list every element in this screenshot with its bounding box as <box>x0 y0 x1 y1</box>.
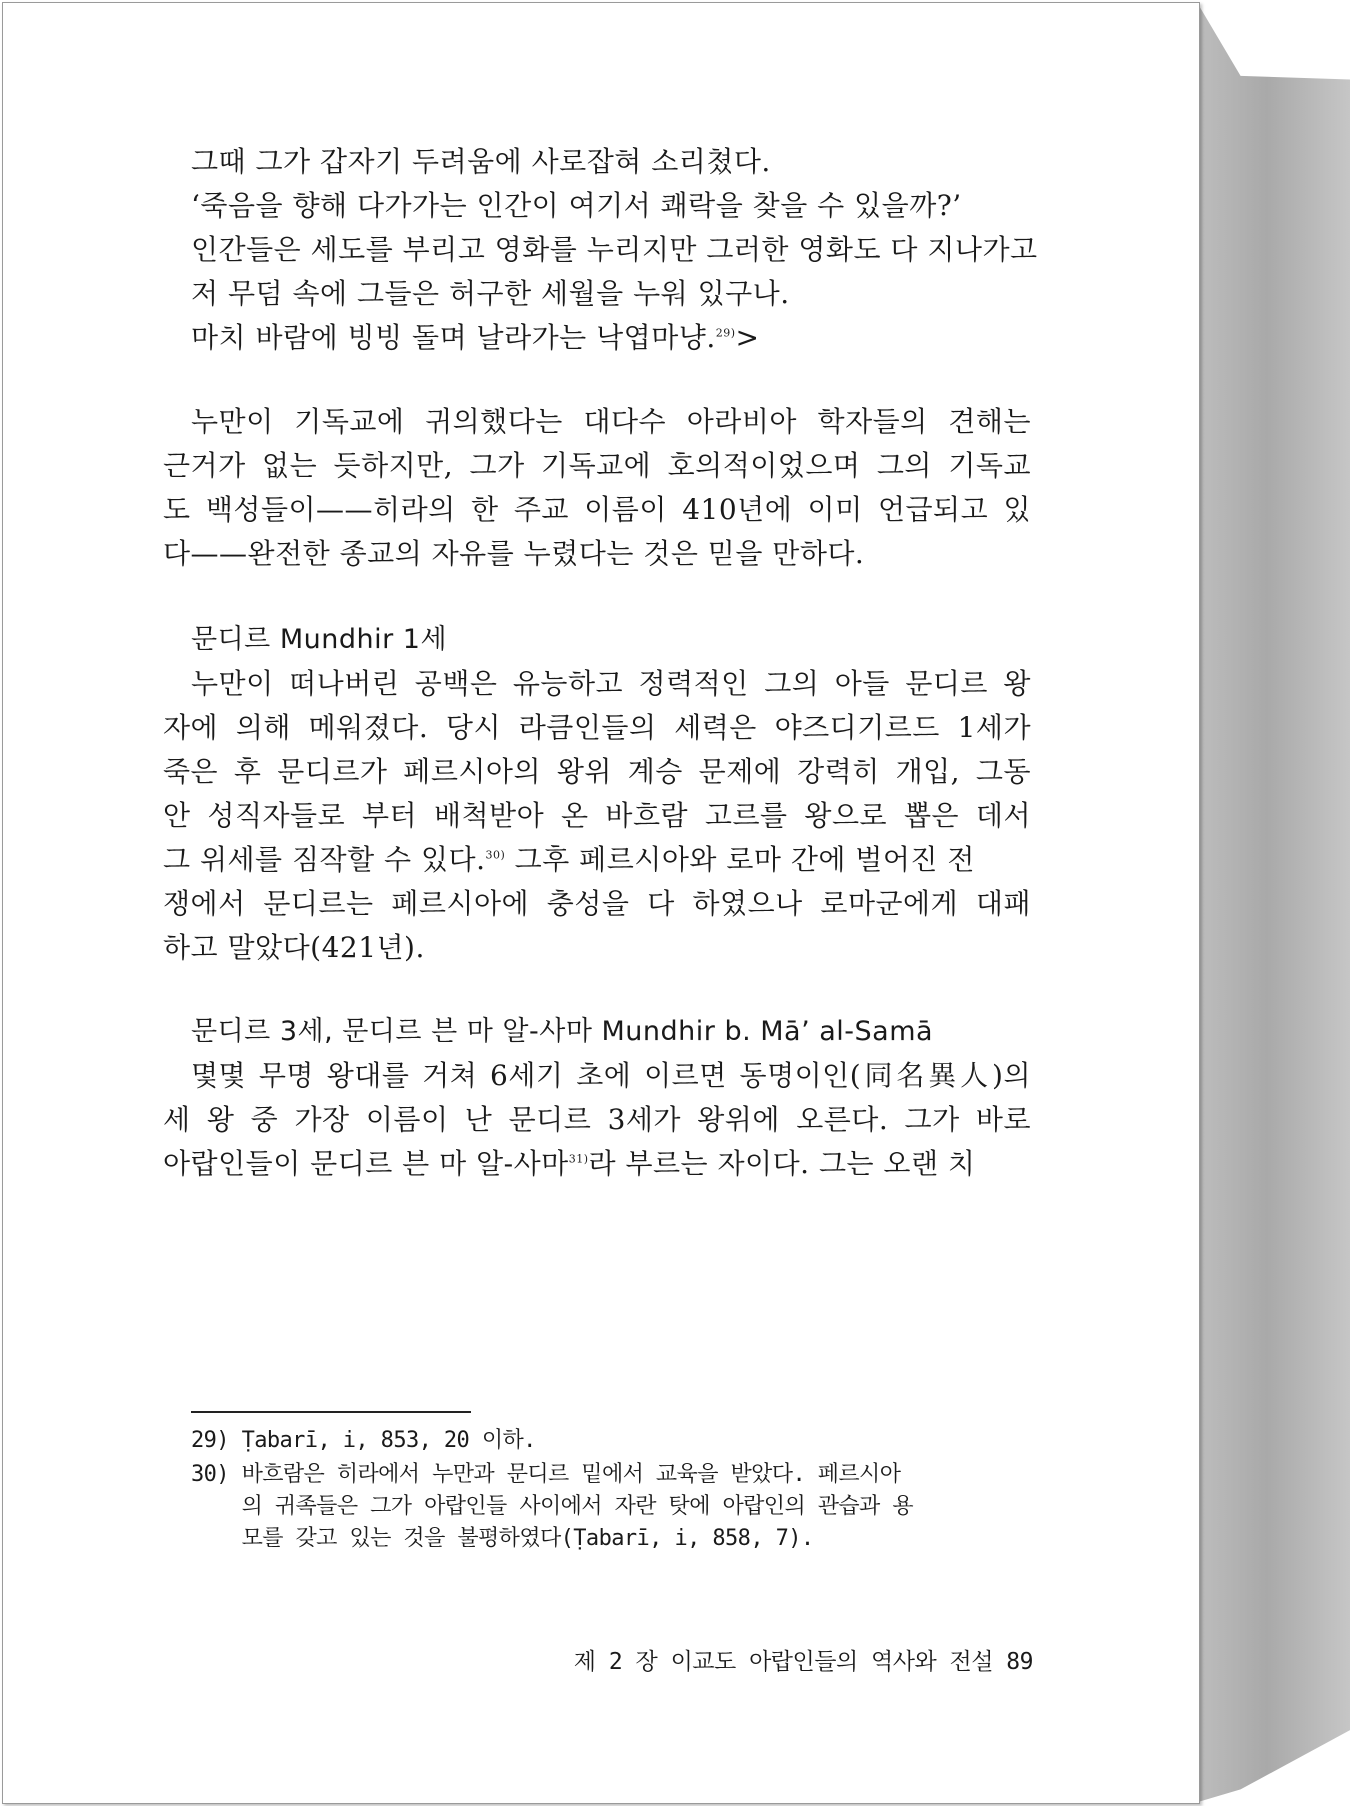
poem-text: 마치 바람에 빙빙 돌며 날라가는 낙엽마냥. <box>191 321 716 354</box>
paragraph-text: 그 위세를 짐작할 수 있다. <box>163 843 486 876</box>
poem-line: 인간들은 세도를 부리고 영화를 누리지만 그러한 영화도 다 지나가고 <box>191 233 1038 266</box>
footnote-30-line: 모를 갖고 있는 것을 불평하였다(Ṭabarī, i, 858, 7). <box>191 1526 814 1551</box>
paragraph-line: 세 왕 중 가장 이름이 난 문디르 3세가 왕위에 오른다. 그가 바로 <box>163 1103 1031 1136</box>
paragraph-text: 라 부르는 자이다. 그는 오랜 치 <box>588 1147 976 1180</box>
paragraph-line: 다——완전한 종교의 자유를 누렸다는 것은 믿을 만하다. <box>163 537 865 570</box>
book-edge-shadow <box>1198 4 1350 1802</box>
paragraph-line: 도 백성들이——히라의 한 주교 이름이 410년에 이미 언급되고 있 <box>163 493 1031 526</box>
footnote-ref-30: 30) <box>485 848 506 862</box>
poem-line: 그때 그가 갑자기 두려움에 사로잡혀 소리쳤다. <box>191 145 771 178</box>
footnote-divider <box>191 1411 471 1413</box>
footnote-30-line: 30) 바흐람은 히라에서 누만과 문디르 밑에서 교육을 받았다. 페르시아 <box>191 1462 901 1487</box>
footnote-30-line: 의 귀족들은 그가 아랍인들 사이에서 자란 탓에 아랍인의 관습과 용 <box>191 1494 913 1519</box>
footnote-ref-31: 31) <box>568 1152 589 1166</box>
footnote-ref-29: 29) <box>715 326 736 340</box>
paragraph-line: 죽은 후 문디르가 페르시아의 왕위 계승 문제에 강력히 개입, 그동 <box>163 755 1031 788</box>
section-heading: 문디르 3세, 문디르 븐 마 알-사마 Mundhir b. Mā’ al-Samā <box>191 1016 934 1047</box>
paragraph-line: 누만이 기독교에 귀의했다는 대다수 아라비아 학자들의 견해는 <box>191 405 1031 438</box>
poem-close-mark: > <box>735 321 760 354</box>
paragraph-line: 하고 말았다(421년). <box>163 931 425 964</box>
paragraph-line: 몇몇 무명 왕대를 거쳐 6세기 초에 이르면 동명이인(同名異人)의 <box>191 1059 1031 1092</box>
poem-line <box>191 321 1031 355</box>
footnote-29: 29) Ṭabarī, i, 853, 20 이하. <box>191 1428 536 1453</box>
poem-line: ‘죽음을 향해 다가가는 인간이 여기서 쾌락을 찾을 수 있을까?’ <box>191 189 962 222</box>
poem-line: 저 무덤 속에 그들은 허구한 세월을 누워 있구나. <box>191 277 790 310</box>
paragraph-line: 쟁에서 문디르는 페르시아에 충성을 다 하였으나 로마군에게 대패 <box>163 887 1031 920</box>
paragraph-line <box>163 843 1031 877</box>
section-heading: 문디르 Mundhir 1세 <box>191 624 448 655</box>
paragraph-line: 누만이 떠나버린 공백은 유능하고 정력적인 그의 아들 문디르 왕 <box>191 667 1031 700</box>
paragraph-text: 그후 페르시아와 로마 간에 벌어진 전 <box>505 843 975 876</box>
paragraph-line: 자에 의해 메워졌다. 당시 라큼인들의 세력은 야즈디기르드 1세가 <box>163 711 1031 744</box>
paragraph-line: 근거가 없는 듯하지만, 그가 기독교에 호의적이었으며 그의 기독교 <box>163 449 1031 482</box>
paragraph-line <box>163 1147 1031 1181</box>
paragraph-text: 아랍인들이 문디르 븐 마 알-사마 <box>163 1147 569 1180</box>
paragraph-line: 안 성직자들로 부터 배척받아 온 바흐람 고르를 왕으로 뽑은 데서 <box>163 799 1031 832</box>
running-footer: 제 2 장 이교도 아랍인들의 역사와 전설 89 <box>573 1649 1033 1675</box>
book-page <box>2 2 1200 1804</box>
